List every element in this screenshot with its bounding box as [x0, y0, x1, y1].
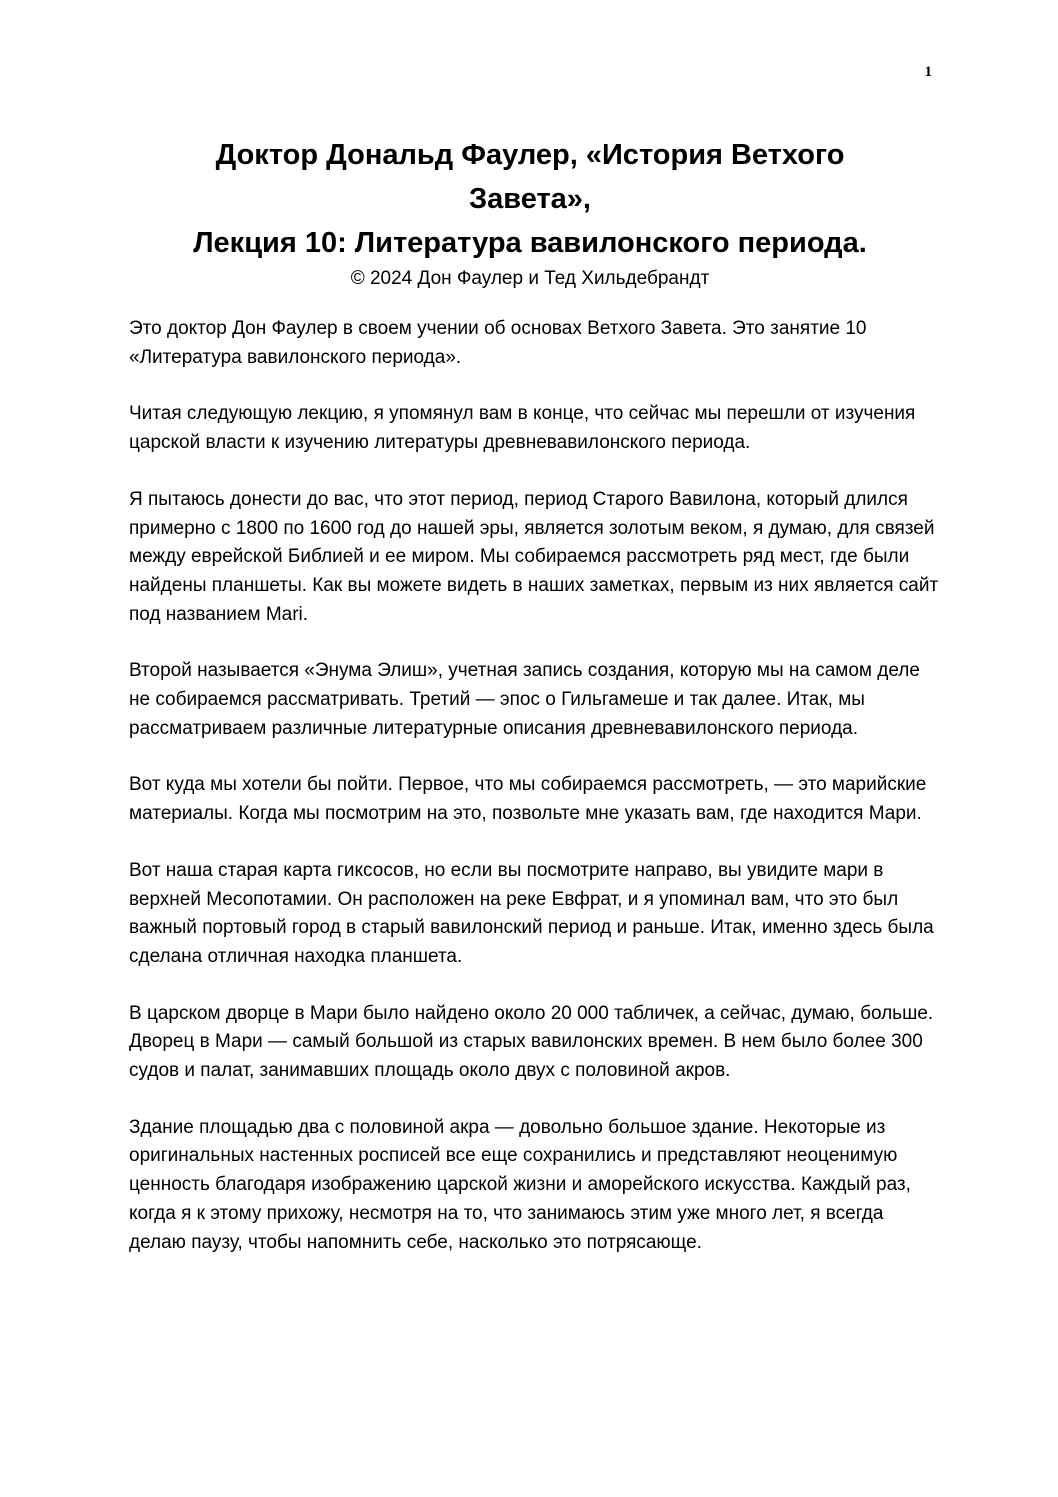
paragraph: В царском дворце в Мари было найдено около 20 000 табличек, а сейчас, думаю, больше. Дворец в Мари — самый большой из старых вавилонских времен. В нем было более 300 судов и палат, занимавших площадь около двух с половиной акров.: [129, 1002, 934, 1082]
paragraph: Я пытаюсь донести до вас, что этот период, период Старого Вавилона, который длился примерно с 1800 по 1600 год до нашей эры, является золотым веком, я думаю, для связей между еврейской Библией и ее миром. Мы собираемся рассмотреть ряд мест, где были найдены планшеты. Как вы можете видеть в наших заметках, первым из них является сайт под названием Mari.: [129, 488, 939, 625]
title-block: [130, 133, 930, 293]
title-line: Завета»,: [468, 183, 591, 215]
lecture-body: [129, 315, 944, 1285]
page-number: 1: [924, 64, 932, 80]
title-line: Доктор Дональд Фаулер, «История Ветхого: [215, 139, 845, 171]
paragraph: Это доктор Дон Фаулер в своем учении об основах Ветхого Завета. Это занятие 10 «Литература вавилонского периода».: [129, 318, 867, 368]
paragraph: Вот наша старая карта гиксосов, но если вы посмотрите направо, вы увидите мари в верхней Месопотамии. Он расположен на реке Евфрат, и я упоминал вам, что это был важный портовый город в старый вавилонский период и раньше. Итак, именно здесь была сделана отличная находка планшета.: [129, 859, 934, 967]
paragraph: Здание площадью два с половиной акра — довольно большое здание. Некоторые из оригинальных настенных росписей все еще сохранились и представляют неоценимую ценность благодаря изображению царской жизни и аморейского искусства. Каждый раз, когда я к этому прихожу, несмотря на то, что занимаюсь этим уже много лет, я всегда делаю паузу, чтобы напомнить себе, насколько это потрясающе.: [129, 1116, 911, 1253]
copyright-notice: © 2024 Дон Фаулер и Тед Хильдебрандт: [350, 268, 710, 289]
paragraph: Читая следующую лекцию, я упомянул вам в конце, что сейчас мы перешли от изучения царской власти к изучению литературы древневавилонского периода.: [129, 403, 916, 454]
paragraph: Второй называется «Энума Элиш», учетная запись создания, которую мы на самом деле не собираемся рассматривать. Третий — эпос о Гильгамеше и так далее. Итак, мы рассматриваем различные литературные описания древневавилонского периода.: [129, 660, 920, 739]
paragraph: Вот куда мы хотели бы пойти. Первое, что мы собираемся рассмотреть, — это марийские материалы. Когда мы посмотрим на это, позвольте мне указать вам, где находится Мари.: [129, 774, 927, 825]
title-line: Лекция 10: Литература вавилонского периода.: [193, 227, 867, 259]
page-title: [130, 133, 930, 265]
